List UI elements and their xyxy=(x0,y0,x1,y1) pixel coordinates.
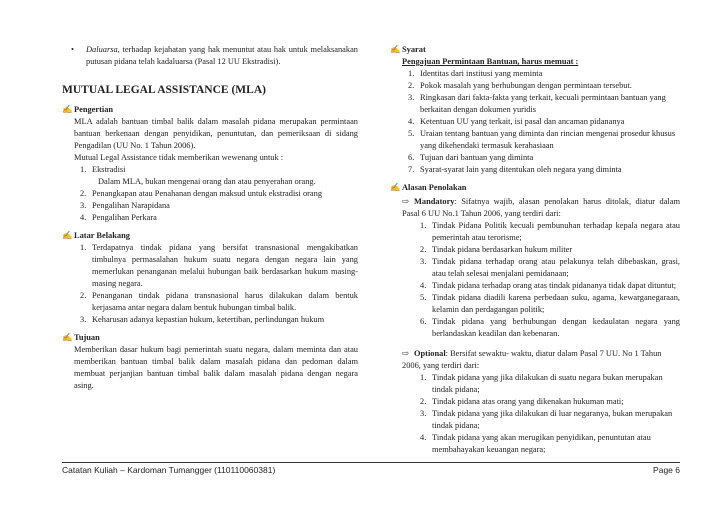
list-item: 1. Ekstradisi xyxy=(80,165,126,174)
list-item: 1. Tindak Pidana Politik kecuali pembunuhan terhadap kepala negara atau pemerintah atau terorisme; xyxy=(420,221,680,242)
mandatory-list xyxy=(402,220,680,340)
pen-icon: ✍ xyxy=(390,45,401,54)
mandatory-block xyxy=(390,196,680,340)
list-item: 4. Ketentuan UU yang terkait, isi pasal dan ancaman pidananya xyxy=(408,117,625,126)
latar-list xyxy=(62,242,358,326)
list-item: 5. Uraian tentang bantuan yang diminta dan rincian mengenai prosedur khusus yang dikehendaki termasuk kerahasiaan xyxy=(408,129,676,150)
list-item: 7. Syarat-syarat lain yang ditentukan oleh negara yang diminta xyxy=(408,165,622,174)
list-item: 2. Penanganan tindak pidana transnasional harus dilakukan dalam bentuk kerjasama antar negara dalam bentuk hubungan timbal balik. xyxy=(80,291,358,312)
tujuan-title: Tujuan xyxy=(74,333,100,342)
mla-heading: MUTUAL LEGAL ASSISTANCE (MLA) xyxy=(62,84,266,96)
syarat-title: Syarat xyxy=(402,45,426,54)
alasan-section xyxy=(390,182,680,456)
list-item: 3. Keharusan adanya kepastian hukum, ketertiban, perlindungan hukum xyxy=(80,315,325,324)
arrow-right-icon: ⇨ xyxy=(402,349,410,358)
pengertian-section xyxy=(62,104,358,224)
mandatory-text: : Sifatnya wajib, alasan penolakan harus ditolak, diatur dalam Pasal 6 UU No.1 Tahun 2006, yang terdiri dari: xyxy=(402,197,680,218)
daluarsa-term: Daluarsa xyxy=(86,45,118,54)
list-item: 3. Ringkasan dari fakta-fakta yang terkait, kecuali permintaan bantuan yang berkaitan dengan dokumen yuridis xyxy=(408,93,666,114)
pengertian-title: Pengertian xyxy=(74,105,114,114)
tujuan-paragraph: Memberikan dasar hukum bagi pemerintah suatu negara, dalam meminta dan atau memberikan bantuan timbal balik dalam masalah pidana dan pedoman dalam membuat perjanjian bantuan timbal balik dalam masalah pidana dengan negara asing. xyxy=(74,345,358,390)
list-item: 1. Terdapatnya tindak pidana yang bersifat transnasional mengakibatkan timbulnya permasalahan hukum suatu negara dengan negara lain yang memerlukan penanganan melalui hubungan baik berdasarkan hukum masing-masing negara. xyxy=(80,243,358,288)
list-item: 4. Tindak pidana yang akan merugikan penyidikan, penuntutan atau membahayakan keuangan negara; xyxy=(420,433,651,454)
list-item: Dalam MLA, bukan mengenai orang dan atau penyerahan orang. xyxy=(98,177,316,186)
pen-icon: ✍ xyxy=(390,183,401,192)
list-item: 2. Tindak pidana berdasarkan hukum militer xyxy=(420,245,573,254)
pen-icon: ✍ xyxy=(62,231,73,240)
right-column xyxy=(390,44,680,456)
syarat-section xyxy=(390,44,680,176)
alasan-title: Alasan Penolakan xyxy=(402,183,467,192)
bullet-icon: • xyxy=(71,45,74,54)
list-item: 1. Tindak pidana yang jika dilakukan di suatu negara bukan merupakan tindak pidana; xyxy=(420,373,663,394)
left-column xyxy=(62,44,358,392)
syarat-list xyxy=(390,68,680,176)
list-item: 1. Identitas dari institusi yang meminta xyxy=(408,69,543,78)
latar-title: Latar Belakang xyxy=(74,231,130,240)
footer-title: Catatan Kuliah – Kardoman Tumangger (110110060381) xyxy=(62,465,276,475)
daluarsa-text: , terhadap kejahatan yang hak menuntut atau hak untuk melaksanakan putusan pidana telah kadaluarsa (Pasal 12 UU Ekstradisi). xyxy=(86,45,358,66)
list-item: 3. Pengalihan Narapidana xyxy=(80,201,170,210)
pen-icon: ✍ xyxy=(62,105,73,114)
list-item: 4. Pengalihan Perkara xyxy=(80,213,157,222)
list-item: 2. Tindak pidana atas orang yang dikenakan hukuman mati; xyxy=(420,397,624,406)
list-item: 4. Tindak pidana terhadap orang atas tindak pidananya tidak dapat dituntut; xyxy=(420,281,677,290)
list-item: 3. Tindak pidana terhadap orang atau pelakunya telah dibebaskan, grasi, atau telah selesai menjalani pemidanaan; xyxy=(420,257,680,278)
optional-label: Optional xyxy=(414,349,446,358)
pen-icon: ✍ xyxy=(62,333,73,342)
latar-section xyxy=(62,230,358,326)
pengertian-paragraph: MLA adalah bantuan timbal balik dalam masalah pidana merupakan permintaan bantuan berkenaan dengan penyidikan, penuntutan, dan pemeriksaan di sidang Pengadilan (UU No. 1 Tahun 2006). xyxy=(74,117,358,150)
pengertian-lead: Mutual Legal Assistance tidak memberikan wewenang untuk : xyxy=(74,153,284,162)
list-item: 2. Pokok masalah yang berhubungan dengan permintaan tersebut. xyxy=(408,81,632,90)
pengertian-list xyxy=(62,164,358,224)
list-item: 2. Penangkapan atau Penahanan dengan maksud untuk ekstradisi orang xyxy=(80,189,323,198)
arrow-right-icon: ⇨ xyxy=(402,197,410,206)
list-item: 6. Tindak pidana yang berhubungan dengan kedaulatan negara yang berlandaskan keadilan dan kebenaran. xyxy=(420,317,680,338)
list-item: 3. Tindak pidana yang jika dilakukan di luar negaranya, bukan merupakan tindak pidana; xyxy=(420,409,673,430)
optional-text: : Bersifat sewaktu- waktu, diatur dalam Pasal 7 UU. No 1 Tahun 2006, yang terdiri dari: xyxy=(402,349,662,370)
mandatory-label: Mandatory xyxy=(414,197,455,206)
optional-block xyxy=(390,348,680,456)
list-item: 5. Tindak pidana diadili karena perbedaan suku, agama, kewarganegaraan, kelamin dan perdagangan politik; xyxy=(420,293,680,314)
daluarsa-item xyxy=(62,44,358,68)
list-item: 6. Tujuan dari bantuan yang diminta xyxy=(408,153,534,162)
tujuan-section xyxy=(62,332,358,392)
page-footer xyxy=(62,462,680,475)
syarat-subtitle: Pengajuan Permintaan Bantuan, harus memuat : xyxy=(402,57,579,66)
page-number: Page 6 xyxy=(653,465,680,475)
optional-list xyxy=(402,372,680,456)
